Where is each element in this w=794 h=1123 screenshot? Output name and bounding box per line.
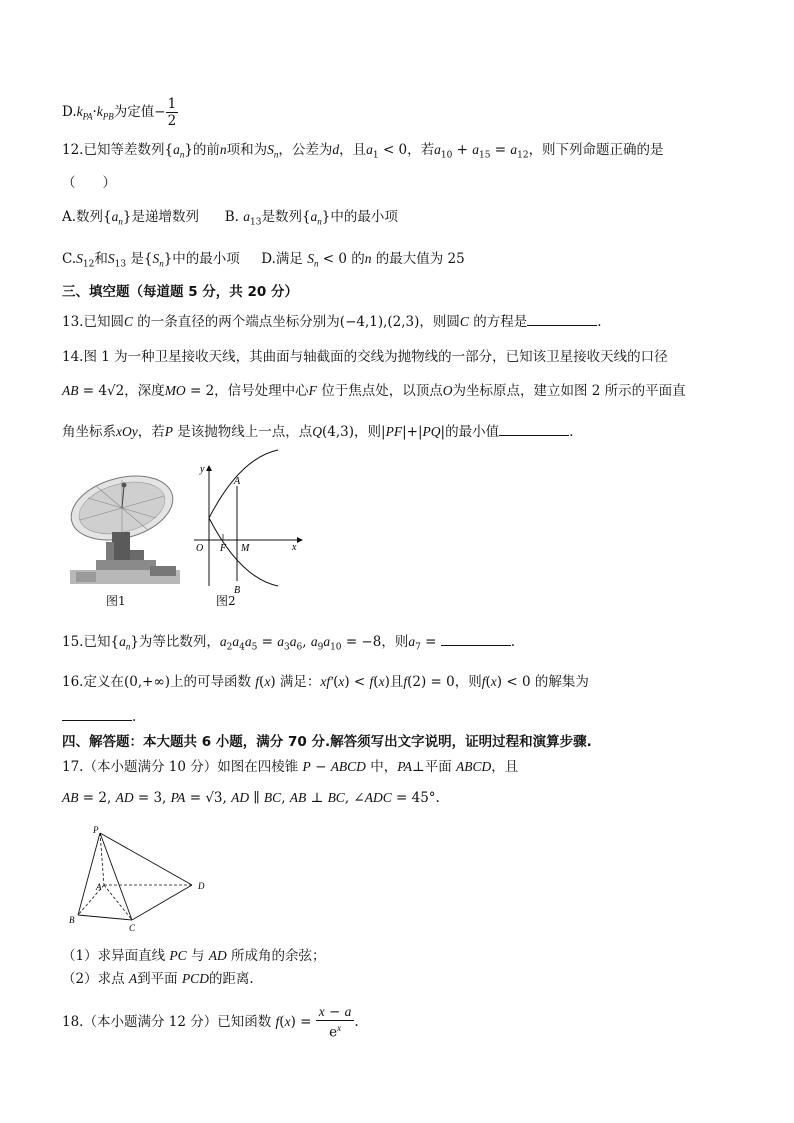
q13-stem: 13.已知圆C 的一条直径的两个端点坐标分别为(−4,1),(2,3)，则圆C 的方程是 . — [62, 314, 602, 330]
edge-pb — [78, 833, 100, 915]
q17-stem: 17.（本小题满分 10 分）如图在四棱锥 P − ABCD 中，PA⊥平面 ABCD，且 — [62, 759, 519, 775]
q11-option-d: $D.k_{PA}\cdot k_{PB}$为定值− $\frac{1}{2}$ — [62, 96, 177, 129]
q16-stem: 16.定义在(0,+∞)上的可导函数 f(x) 满足：xf′(x) < f(x)且f(2) = 0，则f(x) < 0 的解集为 — [62, 674, 589, 690]
pyramid-figure — [64, 823, 216, 935]
figure-2-caption: 图2 — [216, 594, 236, 608]
edge-pa — [100, 833, 104, 885]
q15-stem: 15.已知$\{a_n\}$为等比数列，$a_2a_4a_5 = a_3a_6$, $a_9a_{10} = -8$，则$a_7$ = . — [62, 634, 516, 653]
point-b-label: B — [234, 585, 241, 596]
parabola-coordinate-figure — [190, 460, 310, 596]
q14-line-3: 角坐标系xOy，若P 是该抛物线上一点，点Q(4,3)，则|PF|+|PQ|的最小值 . — [62, 424, 574, 440]
q14-line-2: AB = 4√2，深度MO = 2，信号处理中心F 位于焦点处，以顶点O为坐标原点，建立如图 2 所示的平面直 — [62, 383, 686, 399]
q12-stem: 12.已知等差数列$\{a_n\}$的前n项和为$S_n$，公差为d，且$a_1 < 0$，若$a_{10} + a_{15} = a_{12}$，则下列命题正确的是 — [62, 142, 664, 161]
origin-label: O — [196, 543, 204, 554]
point-a-label: A — [234, 476, 241, 487]
q12-options-cd: $C.S_{12}$和$S_{13}$ 是$\{S_n\}$中的最小项 D.满足 $S_n < 0$ 的n 的最大值为 25 — [62, 251, 465, 270]
vertex-a-label: A — [96, 882, 102, 892]
figure-1-caption: 图1 — [106, 594, 126, 608]
section-3-title: 三、填空题（每道题 5 分，共 20 分） — [62, 284, 298, 300]
q16-answer-line: . — [62, 706, 136, 726]
focus-label: F — [220, 543, 227, 554]
answer-blank — [441, 633, 511, 646]
edge-ac — [104, 885, 132, 920]
fraction: $\frac{x - a}{e^x}$ — [316, 1004, 355, 1041]
vertex-b-label: B — [69, 915, 75, 925]
q17-conditions: AB = 2, AD = 3, PA = √3, AD ∥ BC, AB ⊥ BC, ∠ADC = 45°. — [62, 790, 440, 806]
vertex-d-label: D — [198, 881, 205, 891]
vertex-c-label: C — [129, 923, 136, 933]
y-axis-label: y — [200, 464, 205, 475]
satellite-dish-figure — [66, 468, 184, 588]
q12-paren: （ ） — [62, 175, 116, 191]
q17-part-1: （1）求异面直线 PC 与 AD 所成角的余弦； — [62, 948, 326, 964]
edge-cd — [132, 885, 192, 920]
x-axis-label: x — [292, 542, 297, 553]
answer-blank — [62, 706, 132, 721]
edge-bc — [78, 915, 132, 920]
q12-options-ab: A.数列$\{a_n\}$是递增数列 B. $a_{13}$是数列$\{a_n\}$中的最小项 — [62, 209, 398, 228]
section-4-title: 四、解答题：本大题共 6 小题，满分 70 分.解答须写出文字说明，证明过程和演算步骤. — [62, 734, 592, 750]
q14-line-1: 14.图 1 为一种卫星接收天线，其曲面与轴截面的交线为抛物线的一部分，已知该卫星接收天线的口径 — [62, 349, 668, 365]
q18-stem: 18.（本小题满分 12 分）已知函数 f(x) = $\frac{x - a}{e^x}$ . — [62, 1004, 359, 1041]
edge-pd — [100, 833, 192, 885]
parabola-curve — [209, 450, 278, 586]
fraction: $\frac{1}{2}$ — [167, 96, 177, 129]
answer-blank — [499, 423, 569, 436]
vertex-p-label: P — [93, 825, 99, 835]
edge-pc — [100, 833, 132, 920]
q17-part-2: （2）求点 A到平面 PCD的距离. — [62, 971, 254, 987]
answer-blank — [527, 313, 597, 326]
point-m-label: M — [241, 543, 250, 554]
